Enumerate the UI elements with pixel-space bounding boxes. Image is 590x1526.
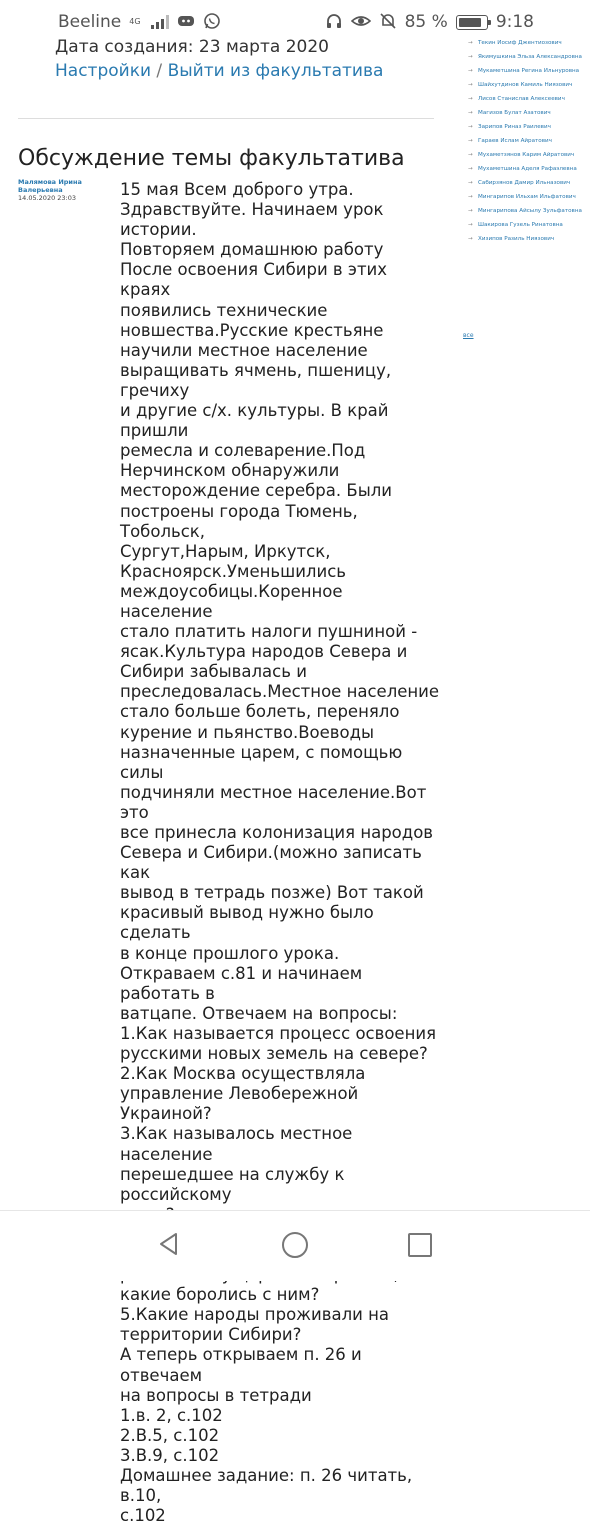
post-line: новшества.Русские крестьяне	[120, 320, 384, 340]
post-line: 2.В.5, с.102	[120, 1425, 220, 1445]
post-line: междоусобицы.Коренное население	[120, 581, 343, 621]
member-name: Якимушкина Эльза Александровна	[478, 54, 582, 60]
arrow-right-icon: →	[468, 166, 473, 172]
signal-icon	[151, 15, 169, 29]
member-item[interactable]	[468, 96, 588, 103]
member-name: Мукаметшина Регина Ильнуровна	[478, 68, 580, 74]
arrow-right-icon: →	[468, 236, 473, 242]
post-line: 3.В.9, с.102	[120, 1445, 220, 1465]
post-line: 2.Как Москва осуществляла	[120, 1064, 366, 1084]
post-line: 15 мая Всем доброго утра.	[120, 180, 354, 199]
member-name: Сабирзянов Дамир Ильназович	[478, 180, 571, 186]
post-line: А теперь открываем п. 26 и отвечаем	[120, 1345, 362, 1385]
member-name: Шакирова Гузель Ринатовна	[478, 222, 563, 228]
post-line: ватцапе. Отвечаем на вопросы:	[120, 1003, 398, 1023]
post-line: курение и пьянство.Воеводы	[120, 722, 375, 742]
member-name: Шайхутдинов Камиль Ниязович	[478, 82, 573, 88]
member-item[interactable]	[468, 166, 588, 173]
network-type: 4G	[129, 17, 141, 26]
post-line: вывод в тетрадь позже) Вот такой	[120, 883, 424, 903]
settings-link[interactable]: Настройки	[55, 61, 152, 81]
post-line: ремесла и солеварение.Под	[120, 441, 366, 461]
member-item[interactable]	[468, 236, 588, 243]
member-name: Гараев Ислам Айратович	[478, 138, 552, 144]
post-line: Сибири забывалась и	[120, 662, 307, 682]
post-line: Домашнее задание: п. 26 читать, в.10,	[120, 1466, 413, 1506]
post-line: подчиняли местное население.Вот это	[120, 782, 427, 822]
member-item[interactable]	[468, 68, 588, 75]
discussion-heading: Обсуждение темы факультатива	[18, 146, 405, 171]
arrow-right-icon: →	[468, 110, 473, 116]
post-author-name[interactable]: Малямова Ирина Валерьевна	[18, 178, 82, 194]
post-line: красивый вывод нужно было сделать	[120, 903, 374, 943]
post-author-info	[18, 178, 122, 202]
post-line: ясак.Культура народов Севера и	[120, 642, 408, 662]
member-name: Лисов Станислав Алексеевич	[478, 96, 565, 102]
post-line: выращивать ячмень, пшеницу, гречиху	[120, 360, 392, 400]
arrow-right-icon: →	[468, 40, 473, 46]
post-line: 1.Как называется процесс освоения	[120, 1023, 437, 1043]
members-list	[468, 40, 588, 250]
arrow-right-icon: →	[468, 96, 473, 102]
discord-icon	[177, 14, 195, 31]
member-item[interactable]	[468, 194, 588, 201]
links-separator: /	[156, 61, 163, 81]
post-line: перешедшее на службу к российскому	[120, 1164, 345, 1204]
member-name: Мухаметшина Аделя Рафаэлевна	[478, 166, 577, 172]
post-line: на вопросы в тетради	[120, 1385, 312, 1405]
clock-time: 9:18	[495, 12, 534, 32]
post-line: Красноярск.Уменьшились	[120, 561, 346, 581]
divider	[18, 118, 434, 119]
course-created-date: Дата создания: 23 марта 2020	[55, 37, 329, 57]
status-left	[0, 12, 221, 33]
back-icon[interactable]	[156, 1231, 182, 1257]
post-line: построены города Тюмень, Тобольск,	[120, 501, 358, 541]
post-line: 5.Какие народы проживали на	[120, 1305, 389, 1325]
arrow-right-icon: →	[468, 68, 473, 74]
member-item[interactable]	[468, 180, 588, 187]
post-line: месторождение серебра. Были	[120, 481, 392, 501]
battery-fill	[459, 18, 481, 27]
post-line: После освоения Сибири в этих краях	[120, 260, 388, 300]
post-line: с.102	[120, 1506, 166, 1526]
arrow-right-icon: →	[468, 194, 473, 200]
post-line: Сургут,Нарым, Иркутск,	[120, 541, 331, 561]
post-line: стало больше болеть, переняло	[120, 702, 400, 722]
arrow-right-icon: →	[468, 54, 473, 60]
arrow-right-icon: →	[468, 82, 473, 88]
member-name: Зарипов Риназ Раилевич	[478, 124, 551, 130]
member-item[interactable]	[468, 208, 588, 215]
member-name: Текин Иосиф Джентиозович	[478, 40, 562, 46]
post-date: 14.05.2020 23:03	[18, 194, 77, 202]
whatsapp-icon	[203, 12, 221, 33]
member-item[interactable]	[468, 138, 588, 145]
post-line: Откраваем с.81 и начинаем работать в	[120, 963, 363, 1003]
member-item[interactable]	[468, 110, 588, 117]
member-item[interactable]	[468, 82, 588, 89]
member-name: Мингарипов Ильхам Ильфатович	[478, 194, 576, 200]
home-icon[interactable]	[282, 1232, 308, 1258]
carrier-name: Beeline	[58, 12, 122, 32]
post-line: 3.Как называлось местное население	[120, 1124, 353, 1164]
post-line: и другие с/х. культуры. В край пришли	[120, 401, 389, 441]
post-line: Севера и Сибири.(можно записать как	[120, 843, 422, 883]
status-right	[325, 12, 590, 33]
arrow-right-icon: →	[468, 208, 473, 214]
post-line: Здравствуйте. Начинаем урок	[120, 200, 384, 220]
navigation-bar	[0, 1210, 590, 1281]
member-item[interactable]	[468, 124, 588, 131]
arrow-right-icon: →	[468, 180, 473, 186]
battery-percent: 85 %	[404, 12, 448, 32]
member-item[interactable]	[468, 54, 588, 61]
recent-apps-icon[interactable]	[408, 1233, 432, 1257]
arrow-right-icon: →	[468, 124, 473, 130]
member-name: Мухаметзянов Карим Айратович	[478, 152, 575, 158]
course-links	[55, 60, 383, 82]
post-line: 1.в. 2, с.102	[120, 1405, 223, 1425]
arrow-right-icon: →	[468, 152, 473, 158]
leave-course-link[interactable]: Выйти из факультатива	[167, 61, 384, 81]
post-line: в конце прошлого урока.	[120, 943, 340, 963]
arrow-right-icon: →	[468, 222, 473, 228]
post-body	[120, 180, 440, 1526]
post-line: территории Сибири?	[120, 1325, 302, 1345]
headphones-icon	[325, 12, 343, 33]
arrow-right-icon: →	[468, 138, 473, 144]
member-name: Магизов Булат Азатович	[478, 110, 551, 116]
post-line: управление Левобережной Украиной?	[120, 1084, 359, 1124]
eye-icon	[351, 13, 371, 32]
post-line: какие боролись с ним?	[120, 1285, 320, 1305]
bell-muted-icon	[379, 12, 397, 33]
post-line: Нерчинском обнаружили	[120, 461, 340, 481]
post-line: Повторяем домашнюю работу	[120, 240, 384, 260]
post-line: стало платить налоги пушниной -	[120, 622, 418, 642]
post-line: русскими новых земель на севере?	[120, 1044, 428, 1064]
member-name: Хизипов Разиль Ниязович	[478, 236, 555, 242]
battery-icon	[456, 15, 488, 30]
member-item[interactable]	[468, 40, 588, 47]
member-item[interactable]	[468, 222, 588, 229]
post-line: истории.	[120, 220, 197, 240]
post-line: преследовалась.Местное население	[120, 682, 440, 702]
member-item[interactable]	[468, 152, 588, 159]
post-line: научили местное население	[120, 340, 368, 360]
member-name: Мингарипова Айсылу Зульфатовна	[478, 208, 582, 214]
post-line: все принесла колонизация народов	[120, 823, 434, 842]
post-line: назначенные царем, с помощью силы	[120, 742, 403, 782]
all-members-link[interactable]: все	[463, 332, 474, 339]
post-line: появились технические	[120, 300, 328, 320]
